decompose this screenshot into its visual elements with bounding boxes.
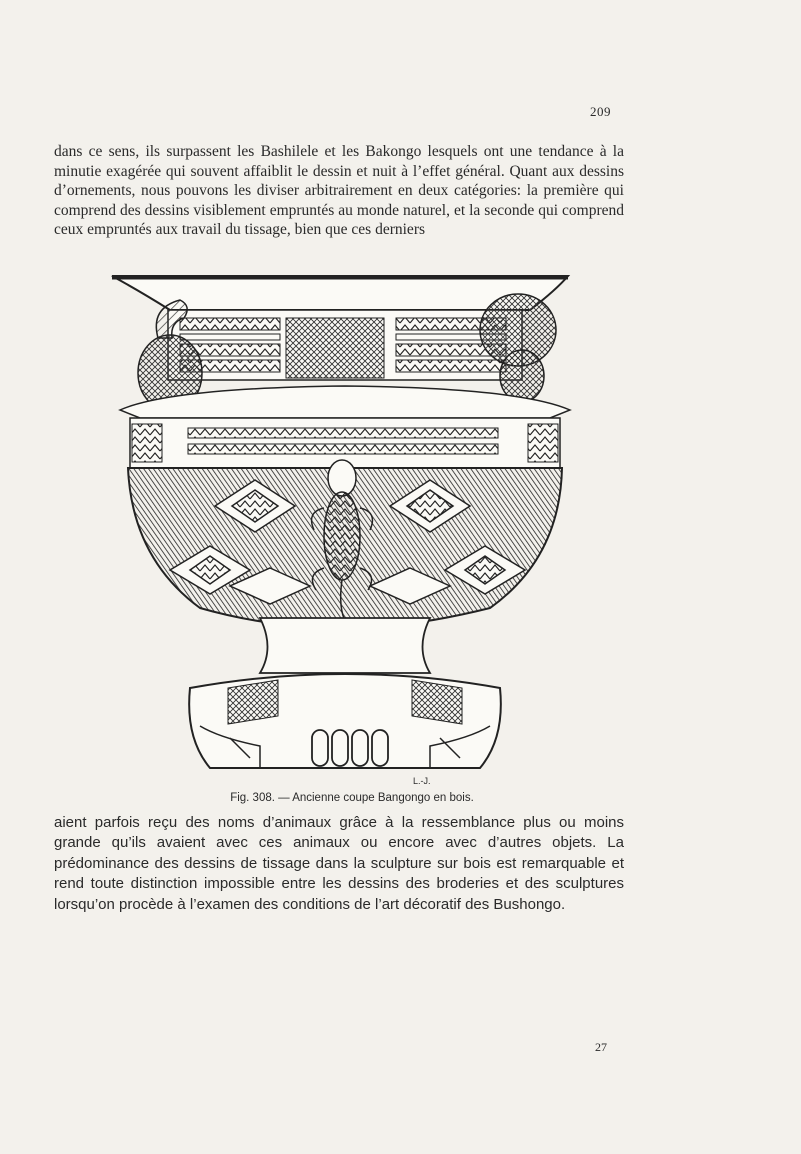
figure-caption: Fig. 308. — Ancienne coupe Bangongo en bois.: [230, 792, 474, 804]
body-paragraph-top: dans ce sens, ils surpassent les Bashilele et les Bakongo lesquels ont une tendance à la minutie exagérée qui souvent affaiblit le dessin et nuit à l’effet général. Quant aux dessins d’ornements, nous pouvons les diviser arbitrairement en deux catégories: la première qui comprend des dessins visiblement empruntés au monde naturel, et la seconde qui comprend ceux empruntés aux travail du tissage, bien que ces derniers: [54, 143, 624, 239]
body-paragraph-bottom: aient parfois reçu des noms d’animaux grâce à la ressemblance plus ou moins grande qu’ils avaient avec ces animaux ou encore avec d’autres objets. La prédominance des dessins de tissage dans la sculpture sur bois est remarquable et rend toute distinction impossible entre les dessins des broderies et des sculptures lorsqu’on procède à l’examen des conditions de l’art décoratif des Bushongo.: [54, 814, 624, 913]
right-handle: [480, 294, 556, 402]
artist-initials: L.-J.: [413, 776, 431, 786]
signature-mark: 27: [595, 1040, 607, 1054]
cup-illustration: [110, 268, 580, 784]
cup-stem: [260, 618, 430, 673]
page-number: 209: [590, 104, 611, 119]
